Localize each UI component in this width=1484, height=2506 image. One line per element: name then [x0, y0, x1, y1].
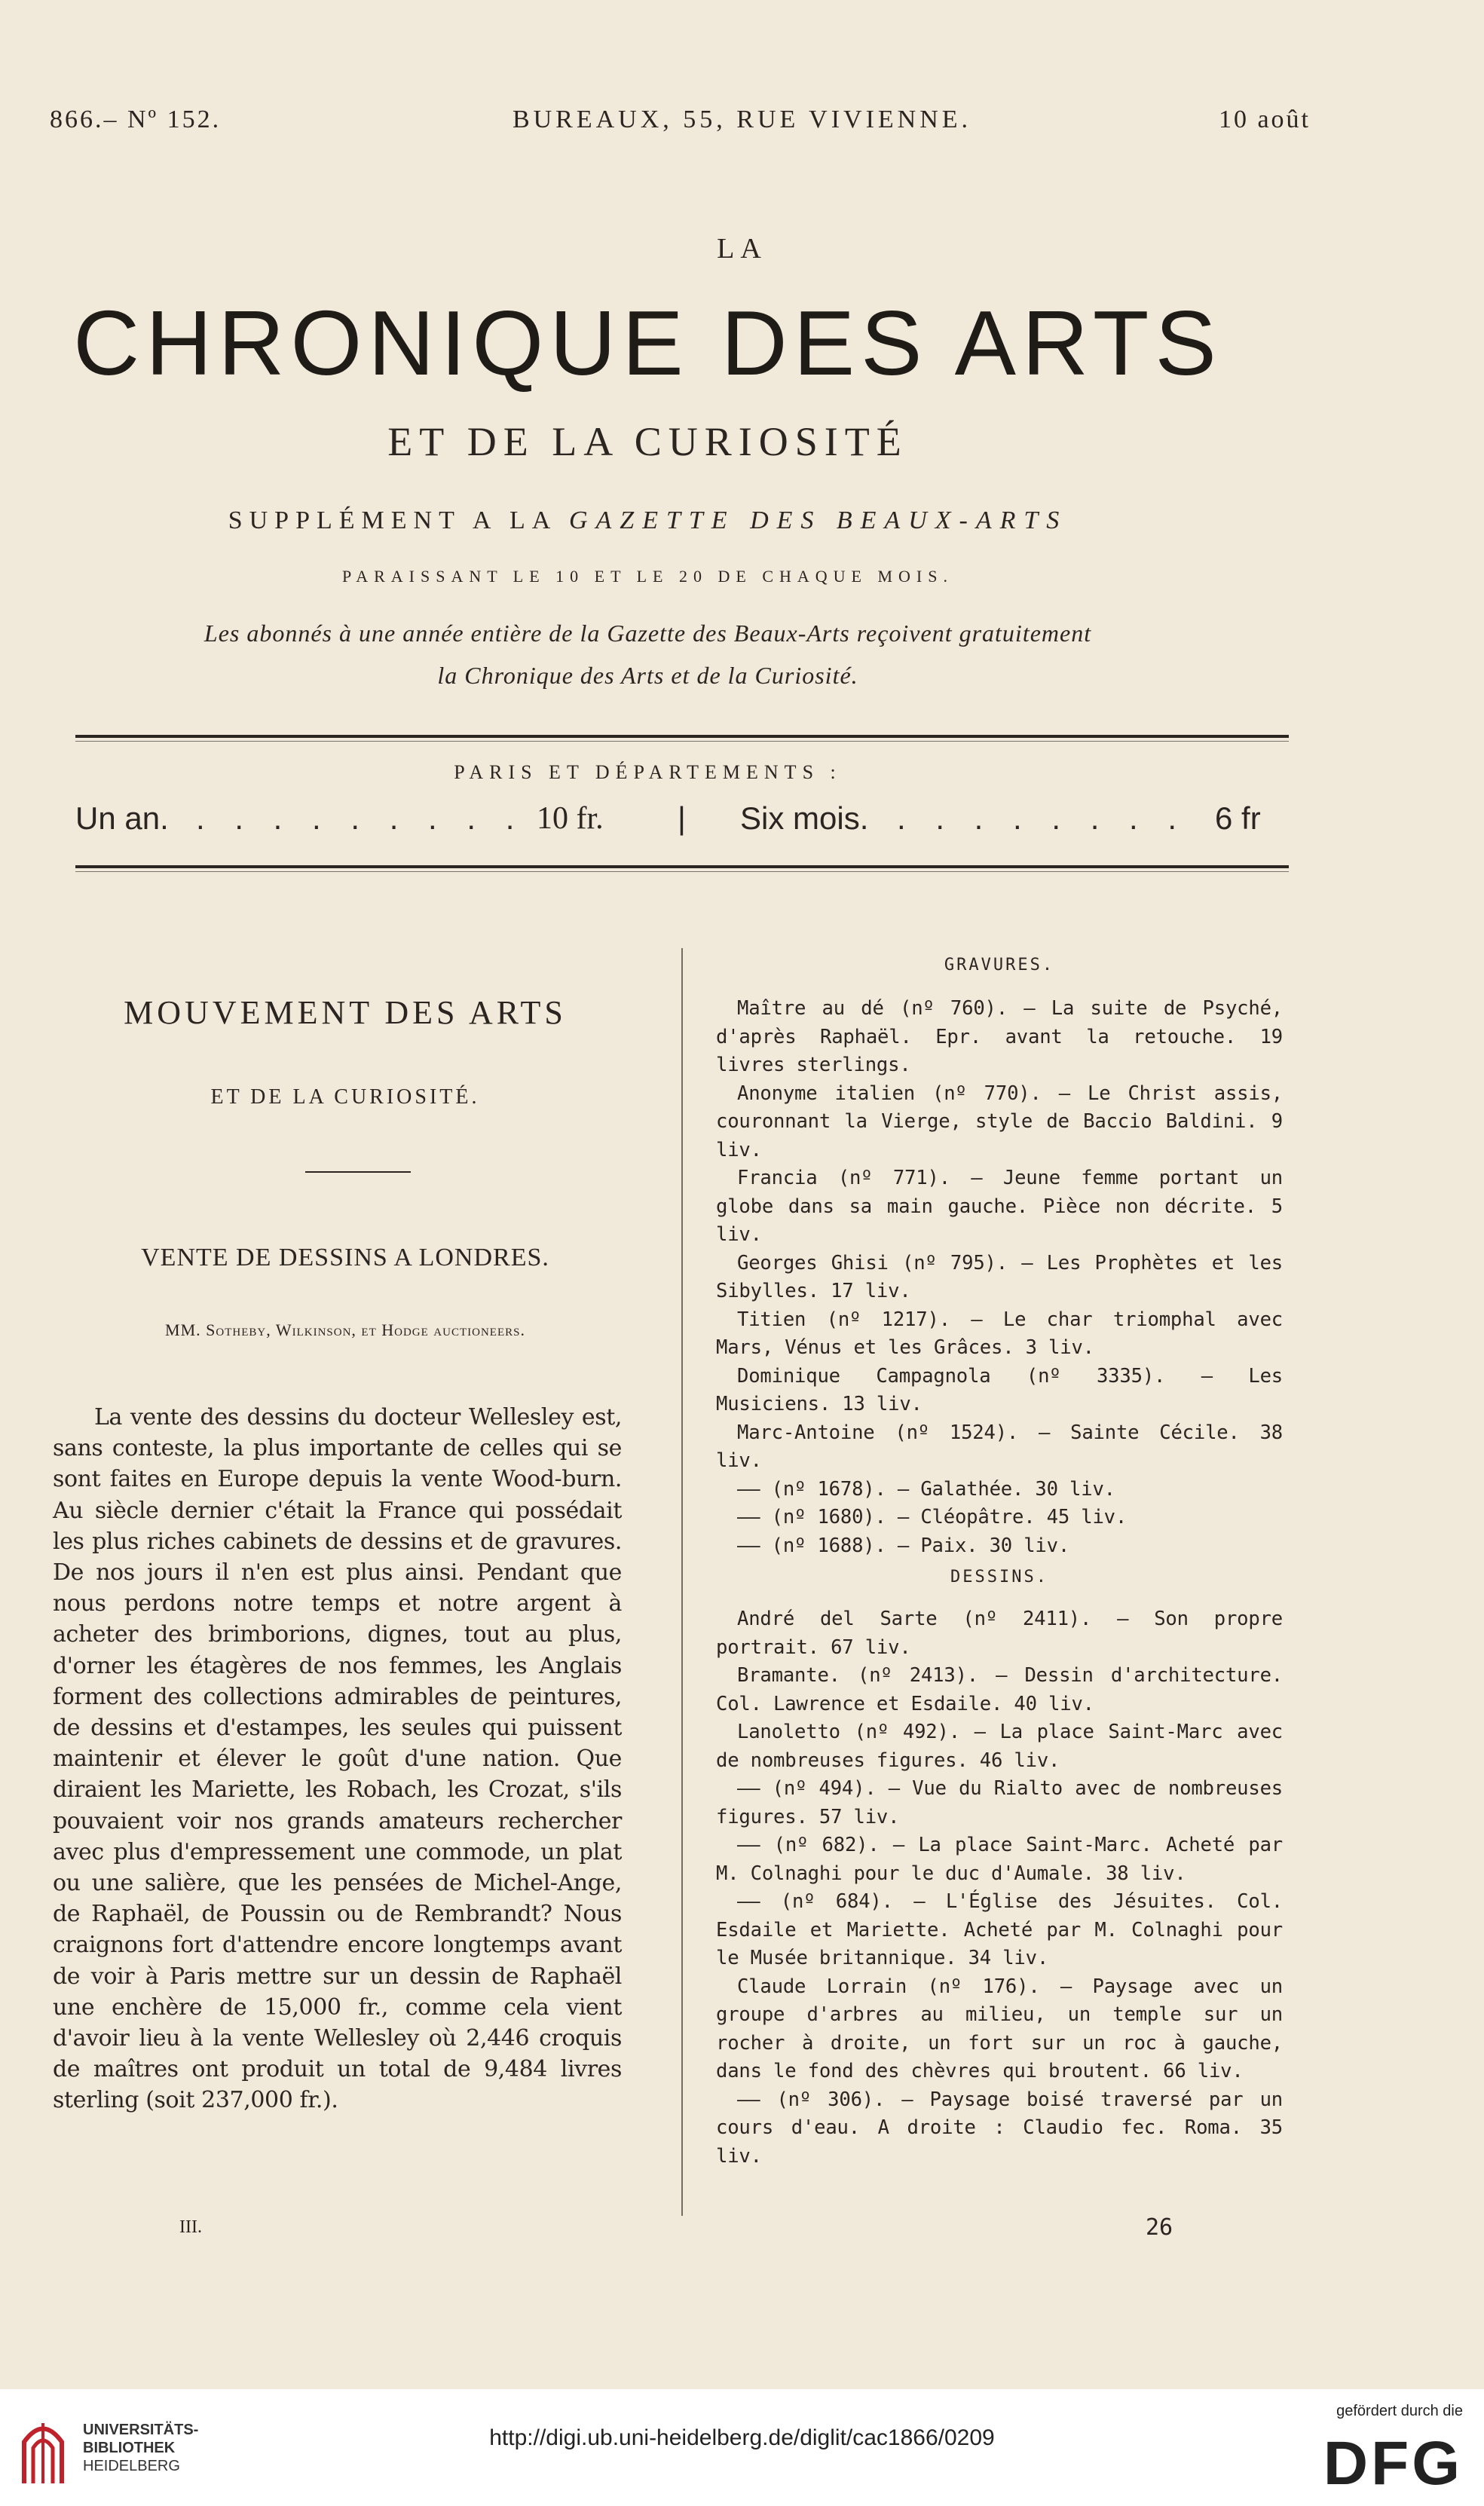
issue-date: 10 août	[1218, 106, 1311, 133]
article-paragraph: La vente des dessins du docteur Wellesley est, sans conteste, la plus importante de celles qui se sont faites en Europe depuis la vente Wood-burn. Au siècle dernier c'était la France qui possédait les plus riches cabinets de dessins et de gravures. De nos jours il n'en est plus ainsi. Pendant que nous perdons notre temps et notre argent à acheter des brimborions, dignes, tout au plus, d'orner les étagères de nos femmes, les Anglais forment des collections admirables de peintures, de dessins et d'estampes, les seules qui puissent maintenir et élever le goût d'une nation. Que diraient les Mariette, les Robach, les Crozat, s'ils pouvaient voir nos grands amateurs rechercher avec plus d'empressement une commode, un plat ou une salière, que les pensées de Michel-Ange, de Raphaël, de Poussin ou de Rembrandt? Nous craignons fort d'attendre encore longtemps avant de voir à Paris mettre sur un dessin de Raphaël une enchère de 15,000 fr., comme cela vient d'avoir lieu à la vente Wellesley où 2,446 croquis de maîtres ont produit un total de 9,484 livres sterling (soit 237,000 fr.).	[53, 1404, 622, 2114]
signature-mark: III.	[179, 2217, 202, 2237]
list-item: Titien (nº 1217). — Le char triomphal avec Mars, Vénus et les Grâces. 3 liv.	[716, 1308, 1283, 1359]
issue-number: 866.– Nº 152.	[50, 106, 222, 133]
list-item: Dominique Campagnola (nº 3335). — Les Musiciens. 13 liv.	[716, 1364, 1283, 1415]
masthead-subtitle: ET DE LA CURIOSITÉ	[387, 419, 908, 464]
list-item: —— (nº 1688). — Paix. 30 liv.	[737, 1534, 1070, 1557]
bottom-double-rule-thin	[75, 871, 1289, 872]
masthead-article: LA	[717, 233, 767, 265]
supplement-line	[0, 506, 1390, 535]
half-year-leader-dots: . . . . . . . .	[897, 800, 1188, 836]
section-rule	[305, 1171, 411, 1173]
list-item: André del Sarte (nº 2411). — Son propre portrait. 67 liv.	[716, 1608, 1283, 1659]
price-separator: |	[678, 800, 686, 836]
library-name: UNIVERSITÄTS- BIBLIOTHEK HEIDELBERG	[83, 2422, 199, 2474]
list-item: Anonyme italien (nº 770). — Le Christ assis, couronnant la Vierge, style de Baccio Baldini. 9 liv.	[716, 1082, 1283, 1161]
annual-label: Un an.	[75, 800, 169, 836]
column-divider	[681, 948, 683, 2216]
subscription-heading: PARIS ET DÉPARTEMENTS :	[454, 761, 842, 783]
dessins-list	[716, 1605, 1283, 2171]
list-item: —— (nº 684). — L'Église des Jésuites. Col. Esdaile et Mariette. Acheté par M. Colnaghi pour le Musée britannique. 34 liv.	[716, 1890, 1283, 1969]
masthead-title: CHRONIQUE DES ARTS	[73, 292, 1222, 394]
list-item: Bramante. (nº 2413). — Dessin d'architecture. Col. Lawrence et Esdaile. 40 liv.	[716, 1664, 1283, 1715]
list-item: Claude Lorrain (nº 176). — Paysage avec un groupe d'arbres au milieu, un temple sur un rocher à droite, un fort sur un roc à gauche, dans le fond des chèvres qui broutent. 66 liv.	[716, 1975, 1283, 2082]
list-item: Francia (nº 771). — Jeune femme portant un globe dans sa main gauche. Pièce non décrite. 5 liv.	[716, 1167, 1283, 1246]
list-item: Lanoletto (nº 492). — La place Saint-Marc avec de nombreuses figures. 46 liv.	[716, 1721, 1283, 1772]
dessins-heading: DESSINS.	[950, 1568, 1048, 1587]
list-item: Georges Ghisi (nº 795). — Les Prophètes et les Sibylles. 17 liv.	[716, 1251, 1283, 1302]
list-item: —— (nº 682). — La place Saint-Marc. Acheté par M. Colnaghi pour le duc d'Aumale. 38 liv.	[716, 1834, 1283, 1885]
top-double-rule	[75, 735, 1289, 738]
section-heading: VENTE DE DESSINS A LONDRES.	[141, 1244, 549, 1271]
list-item: —— (nº 1678). — Galathée. 30 liv.	[737, 1477, 1115, 1501]
subscriber-note-line1: Les abonnés à une année entière de la Gazette des Beaux-Arts reçoivent gratuitement	[203, 620, 1092, 647]
auctioneers-line: MM. Sotheby, Wilkinson, et Hodge auctioneers.	[165, 1320, 525, 1339]
top-double-rule-thin	[75, 741, 1289, 742]
publication-frequency: PARAISSANT LE 10 ET LE 20 DE CHAQUE MOIS.	[341, 567, 953, 586]
list-item: —— (nº 1680). — Cléopâtre. 45 liv.	[737, 1506, 1128, 1528]
annual-price: 10 fr.	[537, 801, 604, 836]
list-item: —— (nº 306). — Paysage boisé traversé par un cours d'eau. A droite : Claudio fec. Roma. 35 liv.	[716, 2088, 1283, 2168]
bottom-double-rule	[75, 865, 1289, 868]
list-item: Marc-Antoine (nº 1524). — Sainte Cécile. 38 liv.	[716, 1421, 1283, 1472]
funded-by-label: gefördert durch die	[1336, 2403, 1463, 2419]
supplement-gazette: GAZETTE DES BEAUX-ARTS	[568, 506, 1068, 534]
article-title: MOUVEMENT DES ARTS	[124, 994, 567, 1031]
list-item: —— (nº 494). — Vue du Rialto avec de nombreuses figures. 57 liv.	[716, 1777, 1283, 1828]
article-subtitle: ET DE LA CURIOSITÉ.	[210, 1085, 480, 1109]
annual-leader-dots: . . . . . . . . .	[196, 800, 525, 836]
half-year-price: 6 fr	[1215, 800, 1261, 836]
digitization-footer	[0, 2389, 1484, 2506]
article-body	[53, 1402, 622, 2116]
list-item: Maître au dé (nº 760). — La suite de Psyché, d'après Raphaël. Epr. avant la retouche. 19 livres sterlings.	[716, 997, 1283, 1076]
subscriber-note-line2: la Chronique des Arts et de la Curiosité.	[437, 662, 858, 689]
gravures-heading: GRAVURES.	[944, 956, 1055, 975]
supplement-prefix: SUPPLÉMENT A LA	[228, 506, 556, 534]
office-address: BUREAUX, 55, RUE VIVIENNE.	[512, 106, 972, 133]
half-year-label: Six mois.	[740, 800, 869, 836]
source-url[interactable]: http://digi.ub.uni-heidelberg.de/diglit/cac1866/0209	[489, 2425, 995, 2450]
dfg-logo: DFG	[1323, 2429, 1463, 2498]
gravures-list	[716, 995, 1283, 1560]
page-number: 26	[1146, 2214, 1173, 2241]
